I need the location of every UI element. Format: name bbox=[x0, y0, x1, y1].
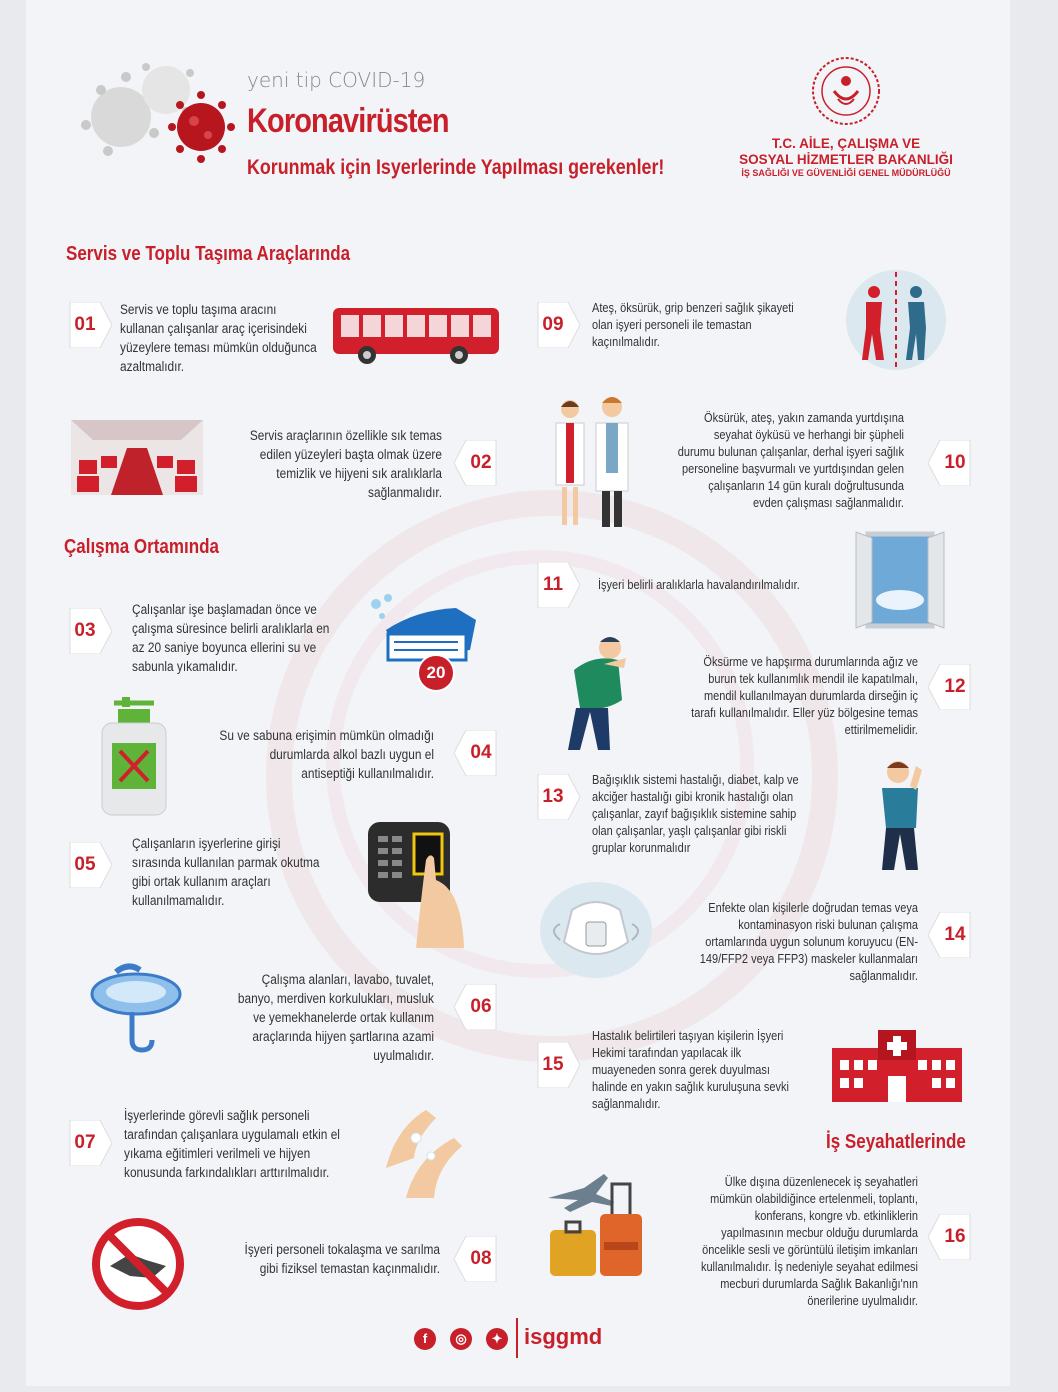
badge-number: 12 bbox=[944, 676, 966, 697]
number-badge-02 bbox=[454, 440, 500, 486]
number-badge-11 bbox=[534, 562, 580, 608]
ministry-line1: T.C. AİLE, ÇALIŞMA VE bbox=[771, 136, 921, 151]
footer-handle[interactable]: isggmd bbox=[524, 1324, 603, 1349]
section-title-transport: Servis ve Toplu Taşıma Araçlarında bbox=[66, 243, 351, 265]
badge-number: 10 bbox=[944, 452, 966, 473]
virus-illustration bbox=[66, 55, 236, 170]
number-badge-08 bbox=[454, 1236, 500, 1282]
doctors-icon bbox=[550, 395, 640, 530]
distancing-people-icon bbox=[844, 268, 948, 372]
fingerprint-reader-icon bbox=[366, 820, 466, 950]
sick-person-icon bbox=[872, 756, 934, 874]
sneezing-person-icon bbox=[554, 630, 636, 752]
item-06-text: Çalışma alanları, lavabo, tuvalet, banyo, merdiven korkulukları, musluk ve yemekhanelerde ortak kullanım araçlarında hijyen şartlarına azami uyulmalıdır. bbox=[237, 972, 434, 1063]
title-suffix: virüsten bbox=[343, 102, 449, 140]
item-07-text: İşyerlerinde görevli sağlık personeli tarafından çalışanlara uygulamalı etkin el yıkama eğitimleri verilmeli ve hijyen konusunda farkındalıkları arttırılmalıdır. bbox=[124, 1108, 340, 1180]
twitter-icon[interactable]: ✦ bbox=[486, 1328, 508, 1350]
item-02-text: Servis araçlarının özellikle sık temas edilen yüzeyleri başta olmak üzere temizlik ve hijyeni sık aralıklarla sağlanmalıdır. bbox=[249, 428, 442, 500]
badge-number: 04 bbox=[470, 742, 492, 763]
luggage-plane-icon bbox=[544, 1172, 664, 1280]
item-08-text: İşyeri personeli tokalaşma ve sarılma gibi fiziksel temastan kaçınmalıdır. bbox=[244, 1242, 440, 1276]
bus-icon bbox=[331, 305, 501, 367]
number-badge-05 bbox=[66, 842, 112, 888]
header-subtitle: yeni tip COVID-19 bbox=[247, 68, 426, 92]
respirator-mask-icon bbox=[538, 880, 654, 980]
number-badge-03 bbox=[66, 608, 112, 654]
no-handshake-icon bbox=[90, 1216, 186, 1312]
number-badge-13 bbox=[534, 774, 580, 820]
header-title bbox=[247, 102, 449, 141]
number-badge-04 bbox=[454, 730, 500, 776]
item-03-text: Çalışanlar işe başlamadan önce ve çalışma süresince belirli aralıklarla en az 20 saniye boyunca ellerini su ve sabunla yıkamalıdır. bbox=[132, 602, 330, 674]
item-13-text: Bağışıklık sistemi hastalığı, diabet, kalp ve akciğer hastalığı gibi kronik hastalığı olan çalışanlar, zayıf bağışıklık sistemine sahip olan çalışanlar, yaşlı çalışanlar gibi riskli gruplar korunmalıdır bbox=[592, 773, 799, 855]
section-title-workplace: Çalışma Ortamında bbox=[64, 536, 219, 558]
number-badge-09 bbox=[534, 302, 580, 348]
item-09-text: Ateş, öksürük, grip benzeri sağlık şikayeti olan işyeri personeli ile temastan kaçınılmalıdır. bbox=[592, 301, 794, 349]
badge-number: 02 bbox=[470, 452, 492, 473]
instagram-icon[interactable]: ◎ bbox=[450, 1328, 472, 1350]
open-window-icon bbox=[854, 530, 946, 632]
badge-number: 06 bbox=[470, 996, 492, 1017]
item-16-text: Ülke dışına düzenlenecek iş seyahatleri mümkün olabildiğince ertelenmeli, toplantı, konferans, kongre vb. etkinliklerin yapılmasının mecbur olduğu durumlarda öncelikle sesli ve görüntülü iletişim imkanları kullanılmalıdır. İş nedeniyle seyahat edilmesi mecburi durumlarda Sağlık Bakanlığı'nın önerilerine uyulmalıdır. bbox=[700, 1175, 918, 1308]
number-badge-12 bbox=[928, 664, 974, 710]
number-badge-16 bbox=[928, 1214, 974, 1260]
number-badge-07 bbox=[66, 1120, 112, 1166]
badge-number: 16 bbox=[944, 1226, 966, 1247]
item-12-text: Öksürme ve hapşırma durumlarında ağız ve burun tek kullanımlık mendil ile kapatılmalı, mendil kullanılmayan durumlarda dirseğin iç tarafı kullanılmalıdır. Eller yüz bölgesine temas ettirilmemelidir. bbox=[691, 655, 918, 737]
ministry-logo bbox=[810, 55, 882, 127]
twenty-seconds-badge: 20 bbox=[417, 654, 455, 692]
header-tagline: Korunmak için Isyerlerinde Yapılması gerekenler! bbox=[247, 156, 665, 179]
badge-number: 14 bbox=[944, 924, 966, 945]
badge-number: 07 bbox=[74, 1132, 96, 1153]
item-04-text: Su ve sabuna erişimin mümkün olmadığı durumlarda alkol bazlı uygun el antiseptiği kullanılmalıdır. bbox=[219, 728, 434, 781]
number-badge-06 bbox=[454, 984, 500, 1030]
number-badge-10 bbox=[928, 440, 974, 486]
item-05-text: Çalışanların işyerlerine girişi sırasında kullanılan parmak okutma gibi ortak kullanım araçları kullanılmamalıdır. bbox=[132, 836, 320, 908]
item-01-text: Servis ve toplu taşıma aracını kullanan çalışanlar araç içerisindeki yüzeylere teması mümkün olduğunca azaltmalıdır. bbox=[120, 302, 317, 374]
badge-number: 05 bbox=[74, 854, 96, 875]
badge-number: 13 bbox=[542, 786, 564, 807]
badge-number: 08 bbox=[470, 1248, 492, 1269]
bus-interior-icon bbox=[71, 420, 203, 495]
hand-sanitizer-icon bbox=[94, 695, 184, 820]
infographic-page bbox=[26, 0, 1010, 1386]
footer-divider bbox=[516, 1318, 518, 1358]
item-10-text: Öksürük, ateş, yakın zamanda yurtdışına seyahat öyküsü ve herhangi bir şüpheli durumu bulunan çalışanlar, derhal işyeri sağlık personeline başvurmalı ve yurtdışından gelen çalışanların 14 gün kuralı doğrultusunda evden çalışması sağlanmalıdır. bbox=[677, 411, 904, 510]
ministry-line3: İŞ SAĞLIĞI VE GÜVENLİĞİ GENEL MÜDÜRLÜĞÜ bbox=[741, 168, 951, 178]
ministry-line2: SOSYAL HİZMETLER BAKANLIĞI bbox=[739, 152, 953, 167]
facebook-icon[interactable]: f bbox=[414, 1328, 436, 1350]
badge-number: 03 bbox=[74, 620, 96, 641]
sink-icon bbox=[88, 960, 188, 1056]
number-badge-15 bbox=[534, 1042, 580, 1088]
section-title-travel: İş Seyahatlerinde bbox=[826, 1131, 966, 1153]
washing-hands-icon bbox=[376, 1098, 466, 1202]
title-prefix: Korona bbox=[247, 102, 344, 140]
badge-number: 09 bbox=[542, 314, 564, 335]
badge-number: 01 bbox=[74, 314, 96, 335]
badge-number: 15 bbox=[542, 1054, 564, 1075]
number-badge-14 bbox=[928, 912, 974, 958]
item-11-text: İşyeri belirli aralıklarla havalandırılmalıdır. bbox=[598, 578, 800, 592]
hospital-icon bbox=[830, 1026, 964, 1104]
item-15-text: Hastalık belirtileri taşıyan kişilerin İşyeri Hekimi tarafından yapılacak ilk muayeneden sonra gerek duyulması halinde en yakın sağlık kuruluşuna sevki sağlanmalıdır. bbox=[592, 1029, 789, 1111]
number-badge-01 bbox=[66, 302, 112, 348]
item-14-text: Enfekte olan kişilerle doğrudan temas veya kontaminasyon riski bulunan çalışma ortamlarında uygun solunum koruyucu (EN-149/FFP2 veya FFP3) maskeler kullanmaları sağlanmalıdır. bbox=[699, 901, 918, 983]
badge-number: 11 bbox=[542, 574, 564, 595]
